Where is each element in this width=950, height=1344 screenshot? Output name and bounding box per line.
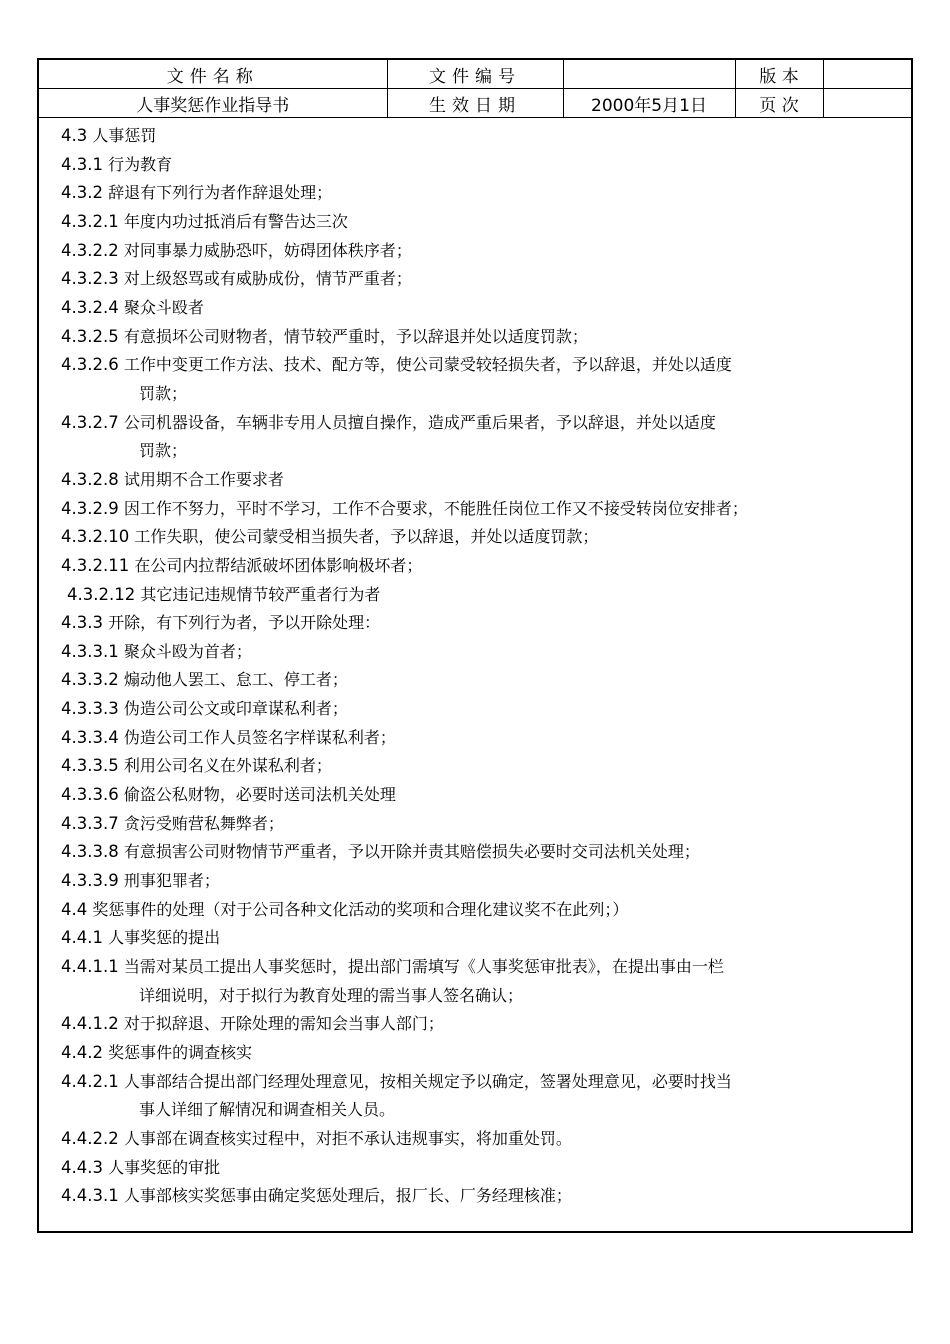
clause-text: 详细说明，对于拟行为教育处理的需当事人签名确认； [139,985,524,1005]
clause-line [61,752,901,781]
clause-continuation [61,1096,901,1125]
clause-text: 煽动他人罢工、怠工、停工者； [118,670,348,690]
clause-text: 聚众斗殴者 [118,297,204,317]
clause-line [61,237,901,266]
clause-text: 其它违记违规情节较严重者行为者 [135,584,381,604]
clause-number: 4.4.1.1 [61,957,119,977]
file-number-value [563,60,735,89]
clause-line [61,781,901,810]
clause-line [61,581,901,610]
clause-text: 伪造公司工作人员签名字样谋私利者； [118,727,396,747]
clause-number: 4.3.2.7 [61,412,119,432]
clause-number: 4.3.2.8 [61,469,119,489]
clause-line [61,466,901,495]
clause-number: 4.4 [61,899,88,919]
page-value [823,89,911,118]
clause-number: 4.3.3.4 [61,727,119,747]
clause-number: 4.3.2.10 [61,527,130,547]
clause-line [61,1068,901,1097]
clause-text: 人事部核实奖惩事由确定奖惩处理后，报厂长、厂务经理核准； [118,1186,572,1206]
clause-line [61,409,901,438]
document-frame [37,58,913,1233]
clause-number: 4.4.1.2 [61,1014,119,1034]
document-title: 人事奖惩作业指导书 [39,89,387,118]
clause-number: 4.4.2.2 [61,1128,119,1148]
clause-number: 4.3.2.6 [61,355,119,375]
clause-text: 罚款； [139,383,188,403]
clause-number: 4.3.3.6 [61,785,119,805]
clause-line [61,695,901,724]
clause-line [61,523,901,552]
version-label: 版 本 [735,60,823,89]
clause-text: 人事部结合提出部门经理处理意见，按相关规定予以确定，签署处理意见，必要时找当 [118,1071,732,1091]
version-value [823,60,911,89]
clause-line [61,351,901,380]
clause-text: 贪污受贿营私舞弊者； [118,813,284,833]
clause-line [61,609,901,638]
clause-continuation [61,982,901,1011]
clause-line [61,838,901,867]
clause-line [61,179,901,208]
clause-line [61,1125,901,1154]
clause-text: 试用期不合工作要求者 [118,469,284,489]
clause-number: 4.3.2.5 [61,326,119,346]
clause-number: 4.3.3.3 [61,699,119,719]
clause-number: 4.3.3.9 [61,871,119,891]
clause-line [61,1154,901,1183]
clause-number: 4.3.2.11 [61,555,130,575]
clause-text: 人事部在调查核实过程中，对拒不承认违规事实，将加重处罚。 [118,1128,572,1148]
clause-line [61,924,901,953]
clause-number: 4.3.3.7 [61,813,119,833]
effective-date-label: 生效日期 [387,89,563,118]
clause-text: 辞退有下列行为者作辞退处理； [102,183,333,203]
document-header-table [39,60,911,118]
clause-number: 4.3.3 [61,613,103,633]
clause-text: 对于拟辞退、开除处理的需知会当事人部门； [118,1014,444,1034]
clause-number: 4.3.2.3 [61,269,119,289]
clause-text: 当需对某员工提出人事奖惩时，提出部门需填写《人事奖惩审批表》，在提出事由一栏 [118,957,724,977]
clause-number: 4.4.3 [61,1157,103,1177]
clause-line [61,495,901,524]
clause-text: 工作中变更工作方法、技术、配方等，使公司蒙受较轻损失者，予以辞退，并处以适度 [118,355,732,375]
clause-number: 4.3.3.8 [61,842,119,862]
clause-text: 奖惩事件的调查核实 [102,1043,253,1062]
clause-line [61,666,901,695]
clause-text: 罚款； [139,441,188,461]
clause-number: 4.3 [61,126,88,145]
clause-number: 4.3.2.2 [61,240,119,260]
clause-text: 开除，有下列行为者，予以开除处理： [102,613,381,633]
clause-number: 4.3.1 [61,154,103,174]
page-label: 页 次 [735,89,823,118]
clause-line [61,638,901,667]
clause-text: 对上级怒骂或有威胁成份，情节严重者； [118,269,412,289]
clause-text: 事人详细了解情况和调查相关人员。 [139,1100,396,1120]
clause-line [61,867,901,896]
clause-text: 刑事犯罪者； [118,871,220,891]
clause-line [61,810,901,839]
clause-text: 行为教育 [102,154,173,174]
clause-number: 4.3.2.9 [61,498,119,518]
clause-text: 在公司内拉帮结派破坏团体影响极坏者； [129,555,423,575]
clause-text: 工作失职，使公司蒙受相当损失者，予以辞退，并处以适度罚款； [129,527,599,547]
clause-text: 公司机器设备，车辆非专用人员擅自操作，造成严重后果者，予以辞退，并处以适度 [118,412,716,432]
clause-text: 人事惩罚 [87,126,157,145]
clause-text: 对同事暴力威胁恐吓，妨碍团体秩序者； [118,240,412,260]
clause-line [61,151,901,180]
clause-continuation [61,380,901,409]
clause-line [61,724,901,753]
clause-number: 4.4.2.1 [61,1071,119,1091]
clause-line [61,323,901,352]
clause-line [61,1182,901,1211]
file-name-label: 文件名称 [39,60,387,89]
clause-number: 4.3.3.1 [61,641,119,661]
clause-text: 有意损害公司财物情节严重者，予以开除并责其赔偿损失必要时交司法机关处理； [118,842,700,862]
clause-line [61,265,901,294]
clause-number: 4.3.3.5 [61,756,119,776]
document-body [61,122,901,1211]
clause-line [61,552,901,581]
clause-text: 年度内功过抵消后有警告达三次 [118,211,348,231]
clause-number: 4.3.3.2 [61,670,119,690]
clause-line [61,896,901,925]
clause-number: 4.4.2 [61,1043,103,1062]
clause-text: 人事奖惩的审批 [102,1157,221,1177]
clause-text: 伪造公司公文或印章谋私利者； [118,699,348,719]
clause-number: 4.4.1 [61,928,103,948]
clause-text: 人事奖惩的提出 [102,928,221,948]
clause-line [61,294,901,323]
clause-line [61,1010,901,1039]
clause-line [61,122,901,151]
clause-number: 4.3.2.1 [61,211,119,231]
clause-line [61,208,901,237]
clause-text: 因工作不努力，平时不学习，工作不合要求，不能胜任岗位工作又不接受转岗位安排者； [118,498,748,518]
clause-number: 4.3.2 [61,183,103,203]
clause-text: 有意损坏公司财物者，情节较严重时，予以辞退并处以适度罚款； [118,326,588,346]
clause-text: 偷盗公私财物，必要时送司法机关处理 [118,785,396,805]
clause-number: 4.3.2.4 [61,297,119,317]
clause-line [61,1039,901,1068]
clause-continuation [61,437,901,466]
effective-date-value: 2000年5月1日 [563,89,735,118]
clause-text: 利用公司名义在外谋私利者； [118,756,332,776]
clause-number: 4.3.2.12 [67,584,136,604]
clause-line [61,953,901,982]
file-number-label: 文件编号 [387,60,563,89]
clause-number: 4.4.3.1 [61,1186,119,1206]
clause-text: 奖惩事件的处理（对于公司各种文化活动的奖项和合理化建议奖不在此列；） [87,899,629,919]
clause-text: 聚众斗殴为首者； [118,641,252,661]
